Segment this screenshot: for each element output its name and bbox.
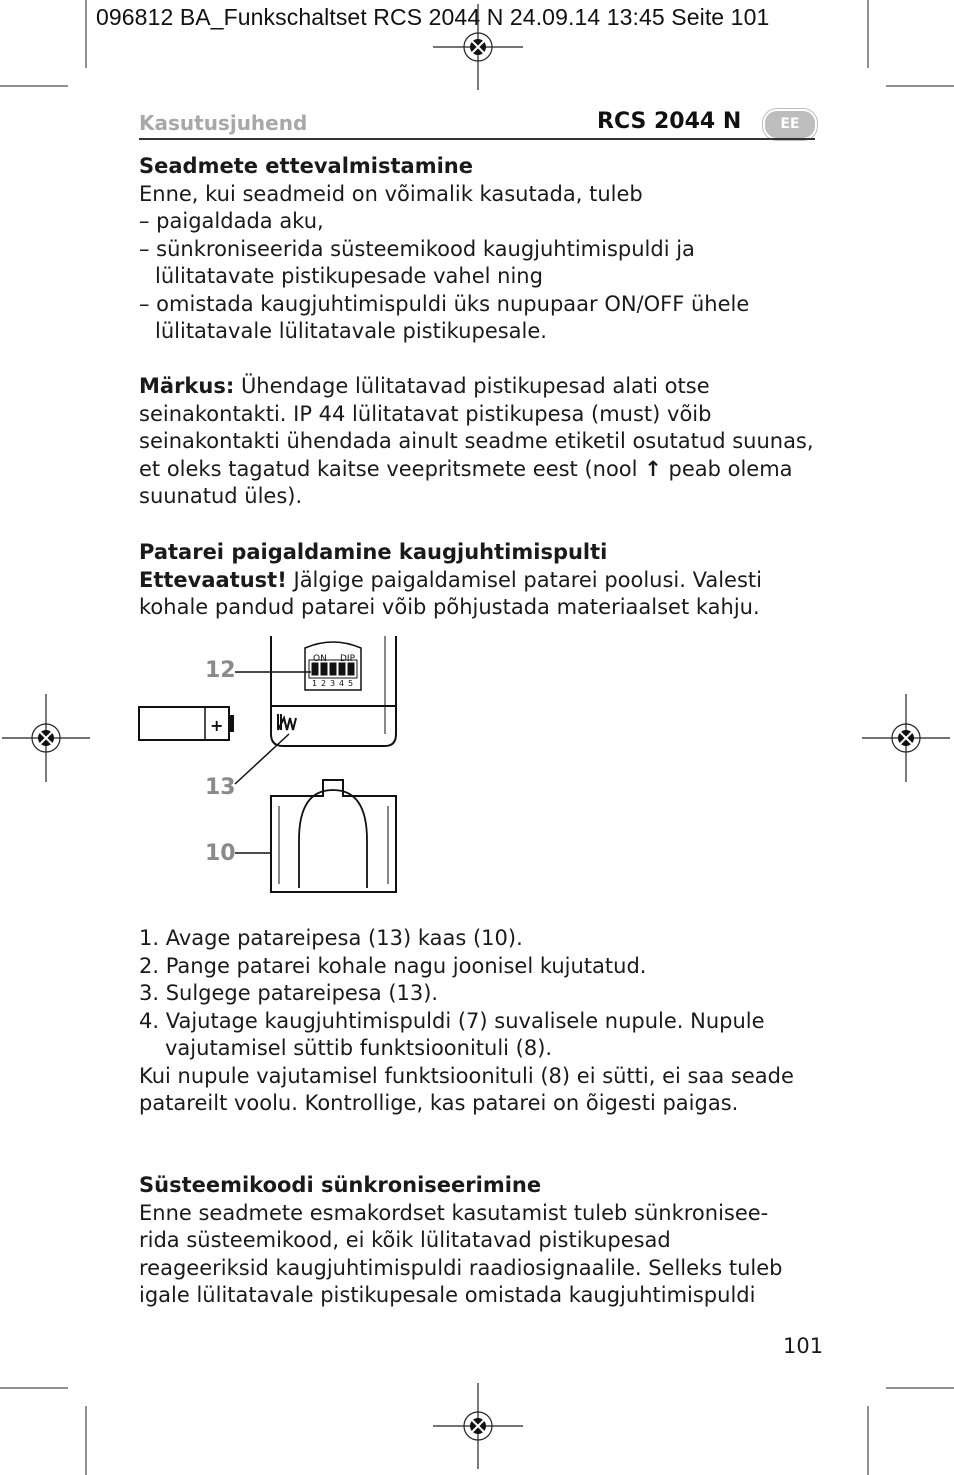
dip-number: 4 bbox=[339, 679, 345, 688]
dip-number: 5 bbox=[348, 679, 354, 688]
page-number: 101 bbox=[783, 1334, 824, 1358]
sync-line: reageeriksid kaugjuhtimispuldi raadiosignaalile. Selleks tuleb bbox=[139, 1255, 783, 1280]
warning-label: Ettevaatust! bbox=[139, 567, 287, 592]
callout-13: 13 bbox=[205, 775, 236, 800]
remote-body bbox=[271, 636, 396, 746]
header-rule bbox=[139, 138, 815, 140]
warning-text: Jälgige paigaldamisel patarei poolusi. Valesti kohale pandud patarei võib põhjustada materiaalset kahju. bbox=[139, 567, 762, 619]
battery-plus-icon: + bbox=[210, 716, 224, 735]
registration-mark-bottom-icon bbox=[433, 1383, 523, 1469]
step-item: 1. Avage patareipesa (13) kaas (10). bbox=[139, 926, 523, 950]
dip-number: 3 bbox=[330, 679, 336, 688]
step-item: 3. Sulgege patareipesa (13). bbox=[139, 981, 439, 1005]
model-title: RCS 2044 N bbox=[597, 109, 742, 134]
registration-mark-left-icon bbox=[2, 694, 90, 782]
spring-contact-icon bbox=[278, 714, 296, 730]
sync-section bbox=[139, 1172, 829, 1310]
prep-intro: Enne, kui seadmeid on võimalik kasutada, tuleb bbox=[139, 181, 643, 206]
sync-heading: Süsteemikoodi sünkroniseerimine bbox=[139, 1173, 542, 1197]
dip-number: 2 bbox=[321, 679, 327, 688]
section-title: Kasutusjuhend bbox=[139, 111, 308, 135]
battery-figure bbox=[135, 630, 405, 900]
battery-section bbox=[139, 539, 815, 622]
callout-10: 10 bbox=[205, 841, 236, 866]
after-steps-text: Kui nupule vajutamisel funktsioonituli (8) ei sütti, ei saa seade patareilt voolu. Kontrollige, kas patarei on õigesti paigas. bbox=[139, 1063, 794, 1115]
battery-heading: Patarei paigaldamine kaugjuhtimispulti bbox=[139, 540, 608, 564]
prep-item: – omistada kaugjuhtimispuldi üks nupupaar ON/OFF ühele lülitatavale lülitatavale pistikupesale. bbox=[139, 291, 750, 343]
note-paragraph bbox=[139, 373, 815, 511]
registration-mark-top-icon bbox=[433, 4, 523, 90]
step-item: 4. Vajutage kaugjuhtimispuldi (7) suvalisele nupule. Nupule vajutamisel süttib funktsioonituli (8). bbox=[139, 1008, 765, 1060]
arrow-up-icon: ↑ bbox=[644, 456, 662, 481]
prep-heading: Seadmete ettevalmistamine bbox=[139, 154, 473, 178]
note-label: Märkus: bbox=[139, 374, 235, 398]
note-text: Ühendage lülitatavad pistikupesad alati otse seinakontakti. IP 44 lülitatavat pistikupesa (must) võib seinakontakti ühendada ainult seadme etiketil osutatud suunas, et oleks tagatud kaitse veepritsmete eest (nool bbox=[139, 374, 814, 481]
sync-line: Enne seadmete esmakordset kasutamist tuleb sünkronisee- bbox=[139, 1200, 769, 1225]
dip-on-label: ON bbox=[313, 654, 327, 664]
print-header: 096812 BA_Funkschaltset RCS 2044 N 24.09.14 13:45 Seite 101 bbox=[96, 4, 770, 30]
dip-number: 1 bbox=[312, 679, 318, 688]
prep-section bbox=[139, 153, 815, 346]
prep-item: – sünkroniseerida süsteemikood kaugjuhtimispuldi ja lülitatavate pistikupesade vahel ning bbox=[139, 236, 695, 288]
battery-cover bbox=[271, 780, 396, 892]
sync-line: igale lülitatavale pistikupesale omistada kaugjuhtimispuldi bbox=[139, 1283, 756, 1307]
language-badge: EE bbox=[763, 109, 817, 140]
callout-12: 12 bbox=[205, 658, 236, 683]
registration-mark-right-icon bbox=[862, 694, 950, 782]
note-text-end: peab olema suunatud üles). bbox=[139, 456, 793, 508]
prep-item: – paigaldada aku, bbox=[139, 209, 324, 233]
dip-label: DIP bbox=[340, 654, 356, 664]
step-item: 2. Pange patarei kohale nagu joonisel kujutatud. bbox=[139, 953, 647, 978]
steps-list bbox=[139, 925, 815, 1118]
sync-line: rida süsteemikood, ei kõik lülitatavad pistikupesad bbox=[139, 1228, 671, 1252]
